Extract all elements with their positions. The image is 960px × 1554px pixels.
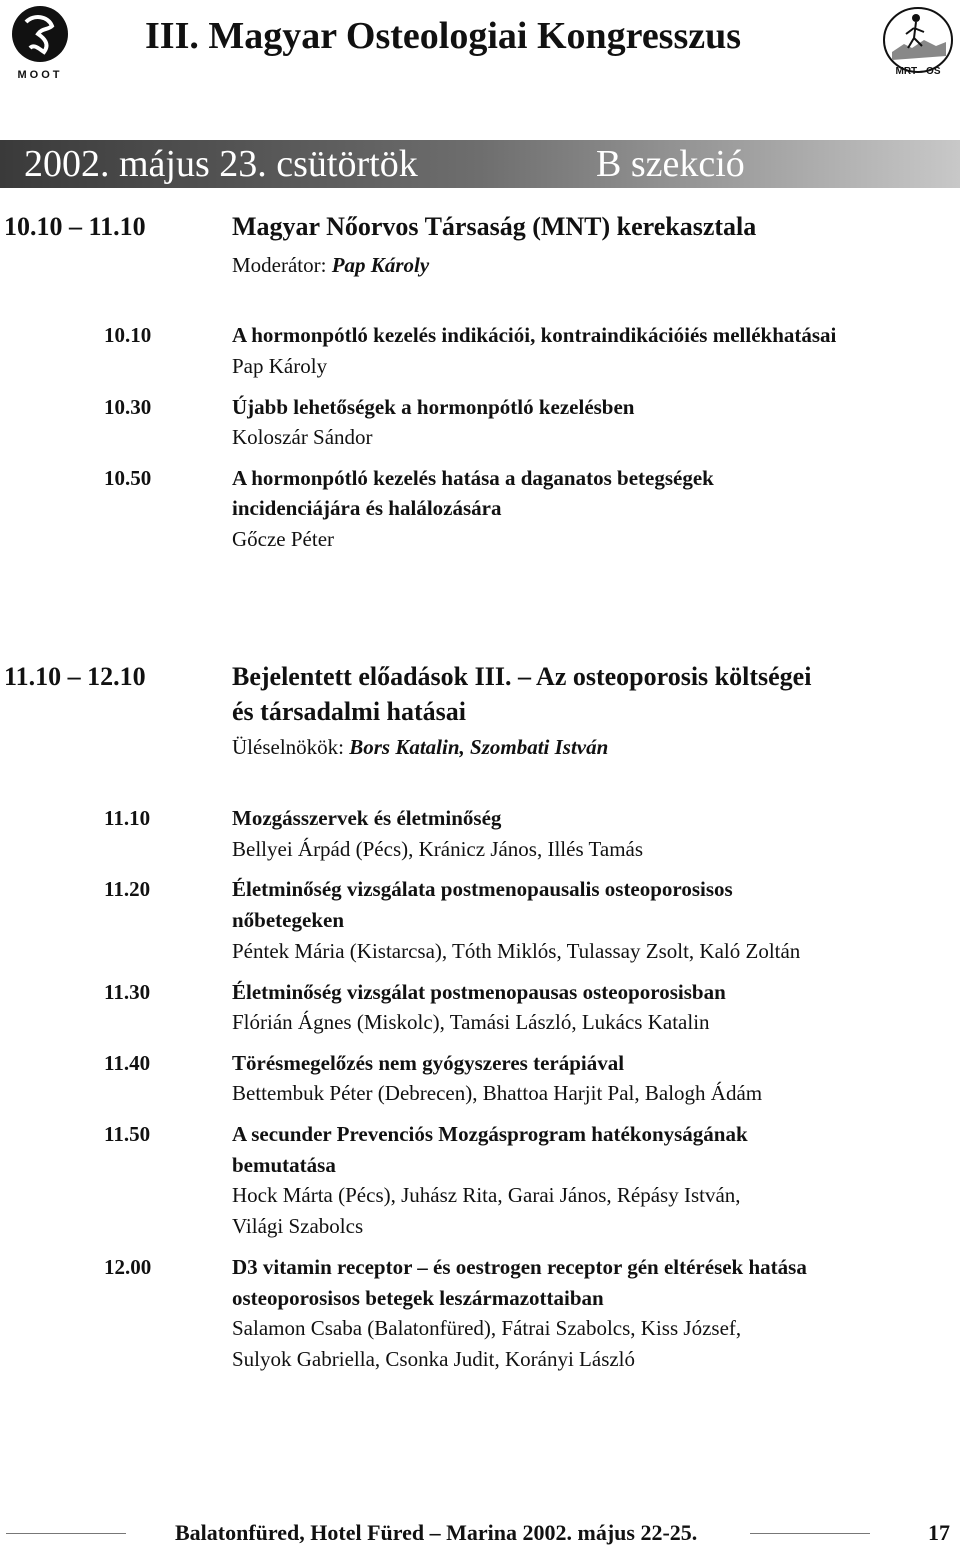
moderator-name: Pap Károly xyxy=(331,253,430,277)
talk-title: Életminőség vizsgálat postmenopausas osteoporosisban xyxy=(232,980,726,1004)
block2-time: 11.10 – 12.10 xyxy=(4,662,146,691)
talk-title: A hormonpótló kezelés hatása a daganatos betegségek xyxy=(232,466,714,490)
moderator-label: Moderátor: xyxy=(232,253,332,277)
talk-title: D3 vitamin receptor – és oestrogen receptor gén eltérések hatása xyxy=(232,1255,807,1279)
talk-time: 11.30 xyxy=(104,980,151,1004)
talk-title-cont: osteoporosisos betegek leszármazottaiban xyxy=(232,1286,604,1310)
chairs-names: Bors Katalin, Szombati István xyxy=(349,735,609,759)
day-date: 2002. május 23. csütörtök xyxy=(24,143,418,185)
talk-authors: Péntek Mária (Kistarcsa), Tóth Miklós, Tulassay Zsolt, Kaló Zoltán xyxy=(232,939,801,963)
talk-authors: Koloszár Sándor xyxy=(232,425,373,449)
talk-authors-cont: Sulyok Gabriella, Csonka Judit, Korányi László xyxy=(232,1347,636,1371)
footer-venue: Balatonfüred, Hotel Füred – Marina 2002. május 22-25. xyxy=(175,1520,698,1545)
talk-title: Életminőség vizsgálata postmenopausalis osteoporosisos xyxy=(232,877,733,901)
talk-title: Újabb lehetőségek a hormonpótló kezelésben xyxy=(232,395,635,419)
block1-moderator xyxy=(232,250,956,280)
day-section: B szekció xyxy=(596,143,745,185)
talk-authors: Pap Károly xyxy=(232,354,328,378)
talk-authors: Bettembuk Péter (Debrecen), Bhattoa Harjit Pal, Balogh Ádám xyxy=(232,1081,763,1105)
page-number: 17 xyxy=(928,1520,950,1545)
talk-time: 11.50 xyxy=(104,1122,151,1146)
block2-title: Bejelentett előadások III. – Az osteoporosis költségei xyxy=(232,662,812,691)
block2-title-cont: és társadalmi hatásai xyxy=(232,697,466,726)
talk-time: 10.10 xyxy=(104,323,152,347)
talk-authors: Bellyei Árpád (Pécs), Kránicz János, Illés Tamás xyxy=(232,837,644,861)
talk-authors-cont: Világi Szabolcs xyxy=(232,1214,364,1238)
talk-time: 10.30 xyxy=(104,395,152,419)
block1-time: 10.10 – 11.10 xyxy=(4,212,146,241)
talk-title-cont: bemutatása xyxy=(232,1153,336,1177)
footer-rule-right xyxy=(750,1533,870,1534)
block1-title: Magyar Nőorvos Társaság (MNT) kerekasztala xyxy=(232,212,757,241)
moot-logo xyxy=(8,4,72,80)
talk-title: A secunder Prevenciós Mozgásprogram hatékonyságának xyxy=(232,1122,748,1146)
block2-chairs xyxy=(232,732,956,762)
mrt-os-logo-text: MRT - OS xyxy=(895,66,941,77)
talk-title: A hormonpótló kezelés indikációi, kontraindikációiés mellékhatásai xyxy=(232,323,837,347)
talk-title-cont: nőbetegeken xyxy=(232,908,344,932)
talk-authors: Hock Márta (Pécs), Juhász Rita, Garai János, Répásy István, xyxy=(232,1183,741,1207)
chairs-label: Üléselnökök: xyxy=(232,735,350,759)
talk-time: 12.00 xyxy=(104,1255,152,1279)
talk-time: 11.20 xyxy=(104,877,151,901)
talk-time: 10.50 xyxy=(104,466,152,490)
mrt-os-logo xyxy=(880,4,956,80)
talk-time: 11.10 xyxy=(104,806,151,830)
talk-title: Mozgásszervek és életminőség xyxy=(232,806,502,830)
talk-title: Törésmegelőzés nem gyógyszeres terápiával xyxy=(232,1051,625,1075)
talk-authors: Gőcze Péter xyxy=(232,527,335,551)
page-title: III. Magyar Osteologiai Kongresszus xyxy=(145,15,742,57)
talk-time: 11.40 xyxy=(104,1051,151,1075)
talk-authors: Flórián Ágnes (Miskolc), Tamási László, Lukács Katalin xyxy=(232,1010,710,1034)
talk-authors: Salamon Csaba (Balatonfüred), Fátrai Szabolcs, Kiss József, xyxy=(232,1316,742,1340)
talk-title-cont: incidenciájára és halálozására xyxy=(232,496,502,520)
moot-logo-text: MOOT xyxy=(17,69,63,80)
footer-rule-left xyxy=(6,1533,126,1534)
